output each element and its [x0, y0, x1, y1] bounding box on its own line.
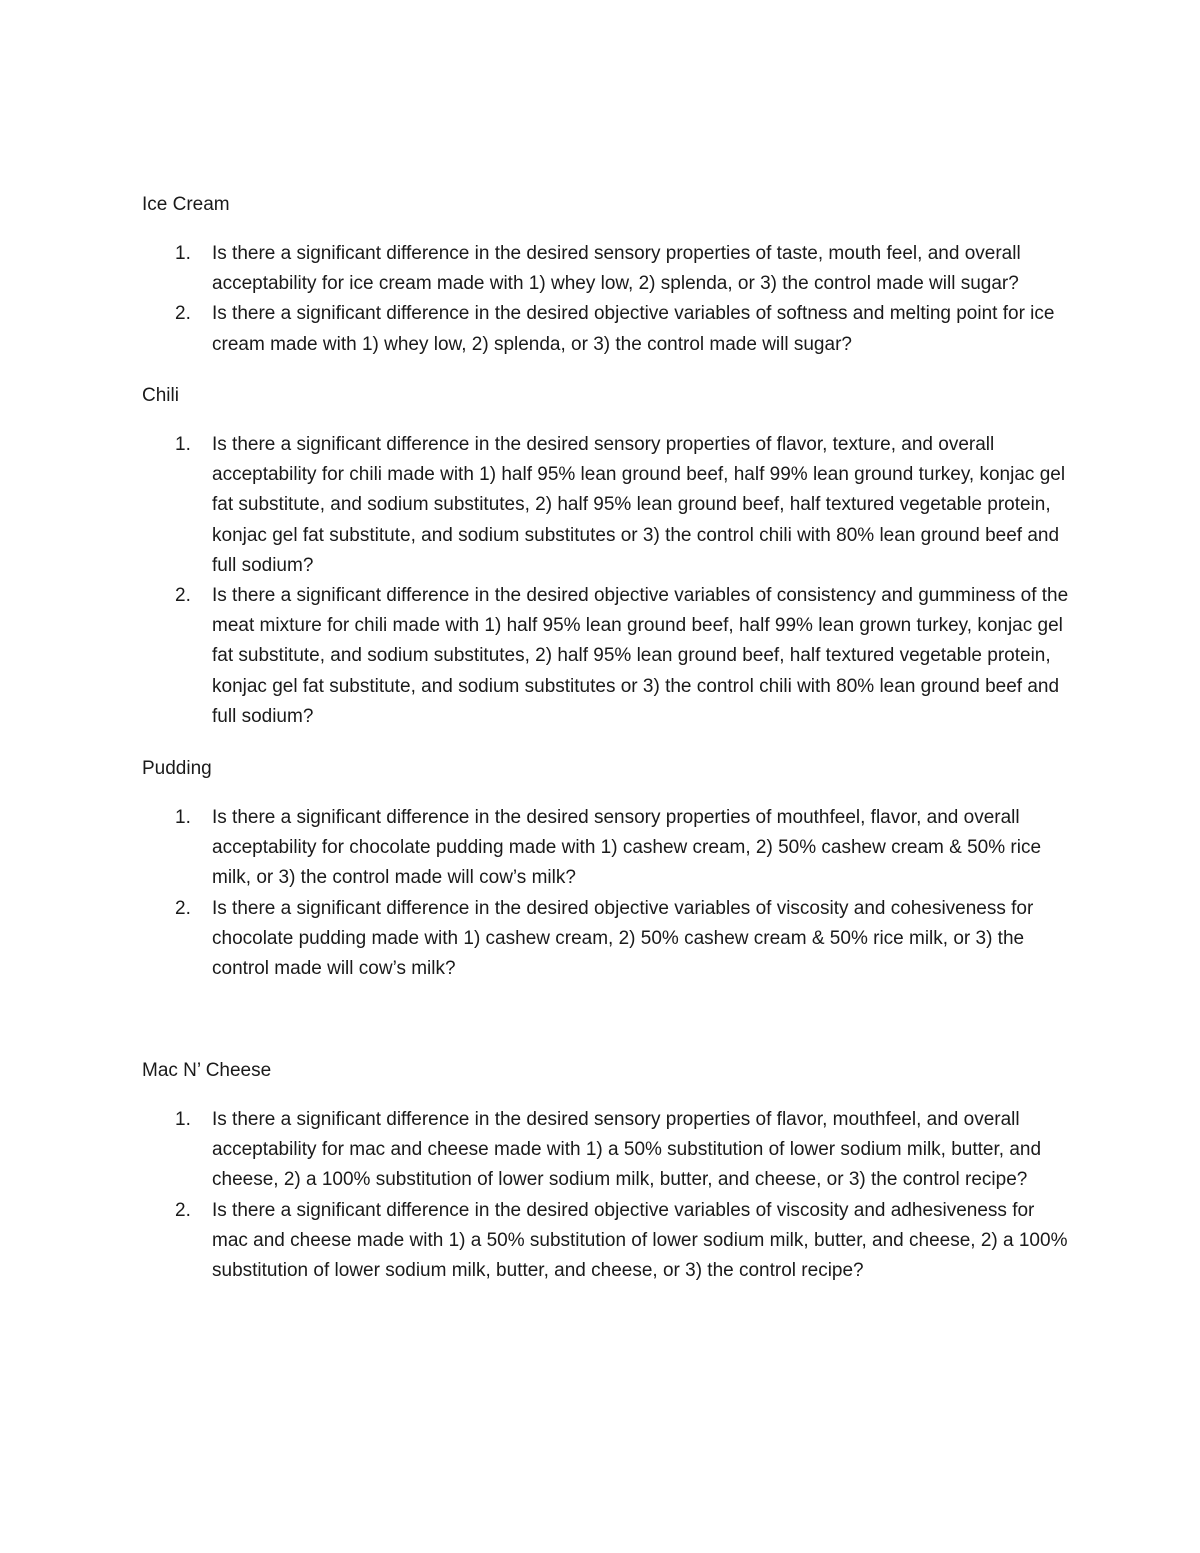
- question-text: Is there a significant difference in the desired objective variables of softness and melting point for ice cream made with 1) whey low, 2) splenda, or 3) the control made will sugar?: [212, 303, 1055, 355]
- section-heading: Mac N’ Cheese: [142, 1060, 272, 1081]
- question-text: Is there a significant difference in the desired sensory properties of mouthfeel, flavor, and overall acceptability for chocolate pudding made with 1) cashew cream, 2) 50% cashew cream & 50% rice milk, or 3) the control made will cow’s milk?: [212, 807, 1042, 889]
- question-text: Is there a significant difference in the desired sensory properties of taste, mouth feel, and overall acceptability for ice cream made with 1) whey low, 2) splenda, or 3) the control made will sugar?: [212, 243, 1021, 295]
- question-item: [142, 581, 1072, 732]
- section-ice-cream: [142, 190, 1072, 360]
- question-item: [142, 894, 1072, 985]
- question-number: 1.: [175, 434, 191, 455]
- question-number: 2.: [175, 1199, 191, 1221]
- section-heading: Ice Cream: [142, 194, 230, 215]
- question-number: 2.: [175, 303, 191, 325]
- question-item: [142, 803, 1072, 894]
- question-list: [142, 1105, 1072, 1286]
- question-text: Is there a significant difference in the desired objective variables of viscosity and cohesiveness for chocolate pudding made with 1) cashew cream, 2) 50% cashew cream & 50% rice milk, or 3) the control made will cow’s milk?: [212, 897, 1034, 980]
- question-number: 1.: [175, 807, 191, 828]
- question-item: [142, 1105, 1072, 1196]
- question-item: [142, 299, 1072, 359]
- section-chili: [142, 381, 1072, 732]
- question-text: Is there a significant difference in the desired sensory properties of flavor, mouthfeel, and overall acceptability for mac and cheese made with 1) a 50% substitution of lower sodium milk, butter, and cheese, 2) a 100% substitution of lower sodium milk, butter, and cheese, or 3) the control recipe?: [212, 1109, 1042, 1191]
- question-list: [142, 430, 1072, 732]
- question-number: 2.: [175, 585, 191, 607]
- question-text: Is there a significant difference in the desired objective variables of consistency and gumminess of the meat mixture for chili made with 1) half 95% lean ground beef, half 99% lean grown turkey, konjac gel fat substitute, and sodium substitutes, 2) half 95% lean ground beef, half textured vegetable protein, konjac gel fat substitute, and sodium substitutes or 3) the control chili with 80% lean ground beef and full sodium?: [212, 585, 1069, 727]
- section-heading: Chili: [142, 385, 179, 406]
- section-heading: Pudding: [142, 758, 212, 779]
- question-number: 2.: [175, 897, 191, 919]
- question-item: [142, 1196, 1072, 1287]
- question-item: [142, 430, 1072, 581]
- question-text: Is there a significant difference in the desired objective variables of viscosity and adhesiveness for mac and cheese made with 1) a 50% substitution of lower sodium milk, butter, and cheese, 2) a 100% substitution of lower sodium milk, butter, and cheese, or 3) the control recipe?: [212, 1199, 1068, 1282]
- question-list: [142, 803, 1072, 984]
- question-text: Is there a significant difference in the desired sensory properties of flavor, texture, and overall acceptability for chili made with 1) half 95% lean ground beef, half 99% lean ground turkey, konjac gel fat substitute, and sodium substitutes, 2) half 95% lean ground beef, half textured vegetable protein, konjac gel fat substitute, and sodium substitutes or 3) the control chili with 80% lean ground beef and full sodium?: [212, 434, 1066, 576]
- section-mac-n-cheese: [142, 1056, 1072, 1286]
- section-pudding: [142, 754, 1072, 984]
- question-list: [142, 239, 1072, 360]
- question-number: 1.: [175, 1109, 191, 1130]
- question-item: [142, 239, 1072, 299]
- question-number: 1.: [175, 243, 191, 264]
